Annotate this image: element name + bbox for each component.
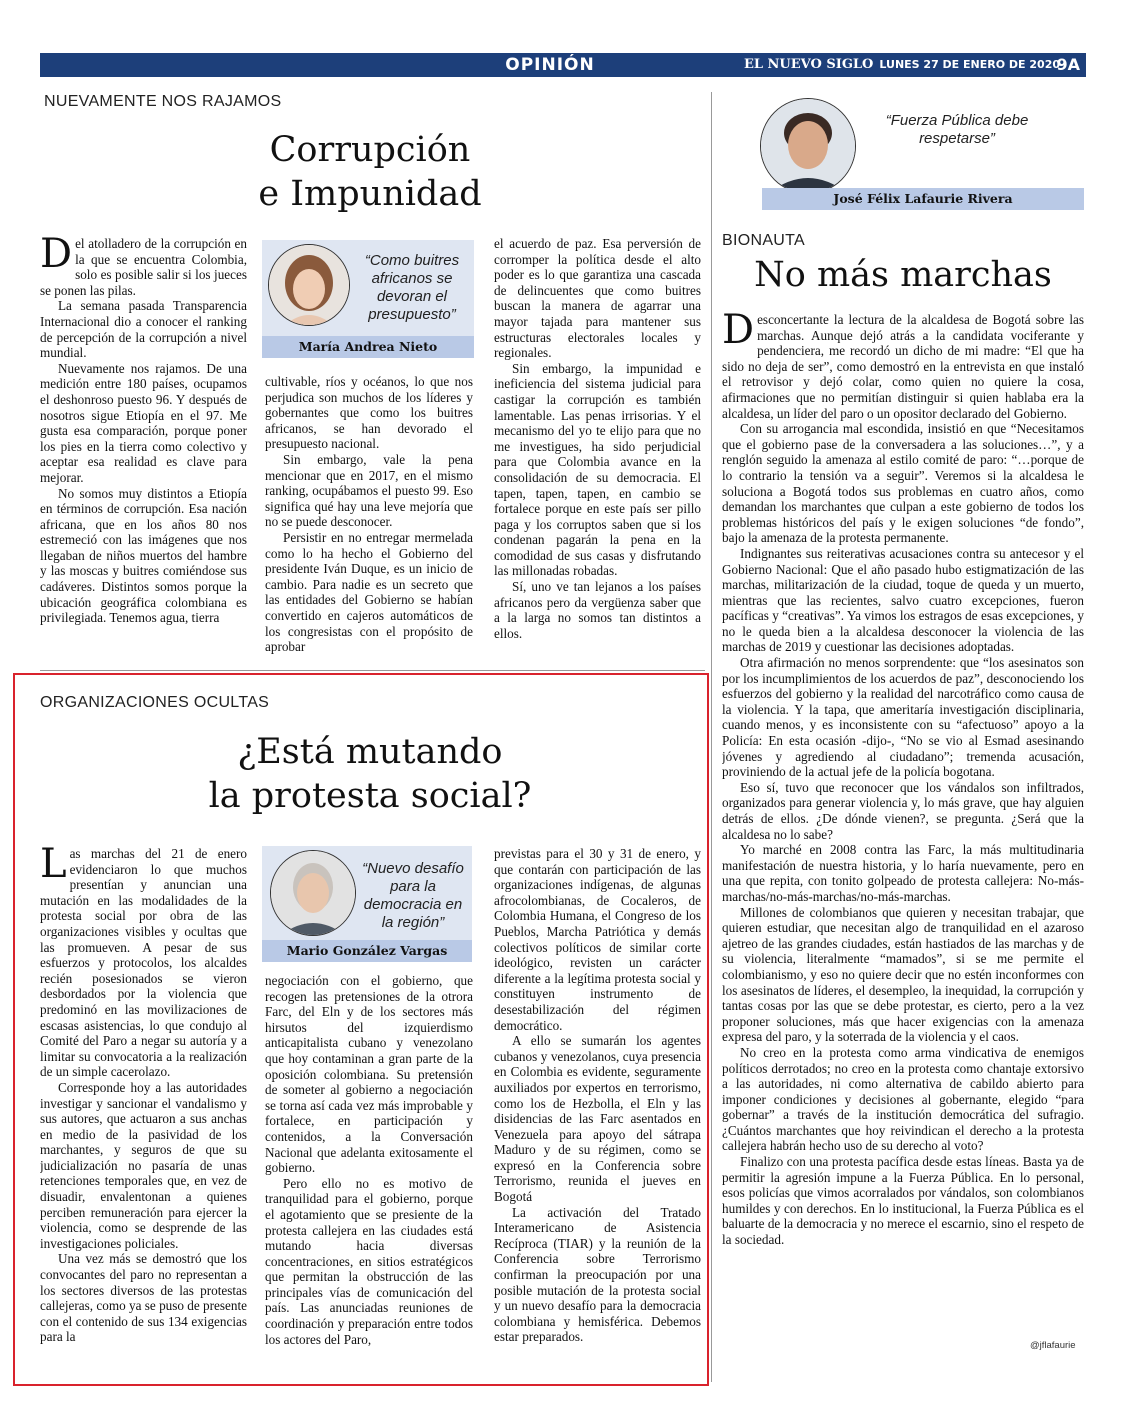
article-kicker: ORGANIZACIONES OCULTAS bbox=[40, 694, 270, 711]
paragraph: Persistir en no entregar mermelada como lo ha hecho el Gobierno del presidente Iván Duque, es un inicio de cambio. Para nadie es un secreto que las entidades del Gobierno se habían convertido en cajeros automáticos de los congresistas con el propósito de aprobar bbox=[265, 529, 473, 655]
drop-cap: D bbox=[40, 236, 73, 277]
pull-quote: “Nuevo desafío para la democracia en la región” bbox=[362, 860, 464, 931]
pull-quote-box bbox=[722, 92, 1084, 212]
paragraph: No creo en la protesta como arma vindicativa de enemigos políticos derrotados; no creo en la protesta como chantaje extorsivo a las autoridades, ni como alternativa de cabildo abierto para imponer condiciones y decisiones al gobernante, elegido “para gobernar” a través de la institución democrática del sufragio. ¿Cuántos marchantes que hoy reivindican el derecho a la protesta callejera habrán hecho uso de su derecho al voto? bbox=[722, 1044, 1084, 1154]
paragraph: esconcertante la lectura de la alcaldesa de Bogotá sobre las marchas. Aunque dejó atrás a la candidata vociferante y pendenciera, me recordó un dicho de mi madre: “El que ha sido no deja de ser”, como demostró en la entrevista en que instaló el retrovisor y dejó colar, como quien no quiere la cosa, afirmaciones que no permitían distinguir si quien hablaba era la alcaldesa, un líder del paro o un opositor declarado del Gobierno. bbox=[722, 312, 1084, 421]
article-headline bbox=[150, 730, 590, 818]
paragraph: Pero ello no es motivo de tranquilidad para el gobierno, porque el agotamiento que se presiente de la protesta callejera en las ciudades está mutando hacia diversas concentraciones, en sitios estratégicos que permitan la obstrucción de las principales vías de comunicación del país. Las anunciadas reuniones de coordinación y preparación entre todos los actores del Paro, bbox=[265, 1175, 473, 1347]
masthead bbox=[680, 53, 1060, 77]
paragraph: Sí, uno ve tan lejanos a los países africanos pero da vergüenza saber que a la larga no somos tan distintos a ellos. bbox=[494, 579, 701, 641]
paragraph: Eso sí, tuvo que reconocer que los vándalos son infiltrados, organizados para generar violencia y, lo más grave, que hay alguien detrás de ellos. ¿De dónde vienen?, se pregunta. ¿Será que la alcaldesa no lo sabe? bbox=[722, 779, 1084, 842]
section-title: OPINIÓN bbox=[505, 55, 595, 75]
paragraph: Corresponde hoy a las autoridades investigar y sancionar el vandalismo y sus autores, que actuaron a sus anchas en medio de la pasividad de los marchantes, y seguros de que su judicialización no pasaría de unas retenciones temporales que, en vez de disuadir, envalentonan a quienes perciben remuneración para ejercer la violencia, como se desprende de las investigaciones policiales. bbox=[40, 1079, 247, 1251]
pull-quote: “Fuerza Pública debe respetarse” bbox=[885, 112, 1029, 147]
drop-cap: L bbox=[40, 846, 67, 887]
paragraph: La activación del Tratado Interamericano de Asistencia Recíproca (TIAR) y la reunión de la Conferencia sobre Terrorismo confirman la preocupación por una posible mutación de la protesta social y un nuevo desafío para la democracia colombiana y hemisférica. Debemos estar preparados. bbox=[494, 1204, 701, 1345]
author-name: José Félix Lafaurie Rivera bbox=[762, 188, 1084, 210]
paragraph: Otra afirmación no menos sorprendente: que “los asesinatos son por los incumplimientos de los acuerdos de paz”, desconociendo los esfuerzos del gobierno y la realidad del narcotráfico como causa de la violencia. Y la tapa, que ameritaría investigación disciplinaria, cuando menos, y es inconsistente con su “afectuoso” apoyo a la Policía: En esta ocasión -dijo-, “No se vio al Esmad asesinando jóvenes y agrediendo al ciudadano”; tremenda acusación, proviniendo de la actual jefe de la policía bogotana. bbox=[722, 655, 1084, 780]
headline-line: Corrupción bbox=[269, 130, 471, 170]
paragraph: Con su arrogancia mal escondida, insistió en que “Necesitamos que el gobierno pase de la conversadera a las soluciones…”, y a renglón seguido la amenaza al estilo comité de paro: “…porque de lo contrario la tensión va a seguir”. Veremos si la alcaldesa le soluciona a Bogotá todos sus problemas en cuatro años, como demandan los marchantes que culpan a este gobierno de todos los problemas históricos del país y le exigen soluciones “de fondo”, bajo la amenaza de la protesta permanente. bbox=[722, 421, 1084, 546]
article-headline bbox=[180, 128, 560, 216]
author-portrait-icon bbox=[761, 99, 855, 193]
article-kicker: NUEVAMENTE NOS RAJAMOS bbox=[44, 93, 282, 110]
article-headline: No más marchas bbox=[754, 255, 1052, 295]
article-column bbox=[265, 374, 473, 666]
paragraph: cultivable, ríos y océanos, lo que nos perjudica son muchos de los líderes y gobernantes que como los buitres africanos, se han devorado el presupuesto nacional. bbox=[265, 374, 473, 452]
paragraph: el atolladero de la corrupción en la que se encuentra Colombia, solo es posible salir si los jueces se ponen las pilas. bbox=[40, 236, 247, 298]
article-kicker: BIONAUTA bbox=[722, 232, 806, 249]
paragraph: Sin embargo, vale la pena mencionar que en 2017, en el mismo ranking, ocupábamos el puesto 99. Eso significa qué hay una leve mejoría que no se puede desconocer. bbox=[265, 451, 473, 530]
paragraph: Millones de colombianos que quieren y necesitan trabajar, que quieren estudiar, que necesitan algo de tranquilidad en el azaroso ajetreo de las grandes ciudades, están hastiados de las marchas y de su violencia, literalmente “mamados”, si se me permite el colombianismo, y eso no quiere decir que no estén inconformes con los asesinatos de líderes, el desempleo, la inequidad, la corrupción y tantas cosas por las que se debe protestar, es cierto, pero a la vez proponer soluciones, más que hacer exigencias con la amenaza expresa del paro, y la soterrada de la violencia y el caos. bbox=[722, 904, 1084, 1045]
column-divider bbox=[711, 92, 712, 1382]
drop-cap: D bbox=[722, 312, 755, 353]
article-column bbox=[40, 846, 247, 1358]
author-name: Mario González Vargas bbox=[262, 940, 472, 962]
article-divider bbox=[40, 670, 705, 671]
author-handle: @jflafaurie bbox=[1030, 1340, 1076, 1351]
author-portrait-icon bbox=[271, 851, 355, 935]
paragraph: La semana pasada Transparencia Internacional dio a conocer el ranking de percepción de la corrupción a nivel mundial. bbox=[40, 298, 247, 361]
author-portrait-icon bbox=[269, 245, 349, 325]
author-photo bbox=[270, 850, 356, 936]
pull-quote: “Como buitres africanos se devoran el presupuesto” bbox=[364, 252, 460, 323]
article-column bbox=[40, 236, 247, 666]
paragraph: el acuerdo de paz. Esa perversión de corromper la política desde el alto poder es lo que garantiza una cascada de delincuentes que como buitres buscan la manera de agarrar una mayor tajada para mantener sus estructuras electorales locales y regionales. bbox=[494, 236, 701, 361]
paragraph: as marchas del 21 de enero evidenciaron lo que muchos presentían y anuncian una mutación en las modalidades de la protesta social por obra de las organizaciones visibles y ocultas que las promueven. A pesar de sus esfuerzos y protocolos, los alcaldes recién posesionados se vieron desbordados por la violencia que predominó en las movilizaciones de escasas asistencias, lo que condujo al Comité del Paro a negar su autoría y a limitar su convocatoria a la realización de un simple cacerolazo. bbox=[40, 846, 247, 1080]
pull-quote-box bbox=[262, 240, 474, 356]
newspaper-name: EL NUEVO SIGLO bbox=[743, 57, 874, 72]
author-photo bbox=[268, 244, 350, 326]
paragraph: previstas para el 30 y 31 de enero, y que contarán con participación de las organizaciones indígenas, de algunas afrocolombianas, de Cocaleros, de Colombia Humana, el Congreso de los Pueblos, Marcha Patriótica y demás colectivos políticos de similar corte ideológico, revisten un carácter diferente a la legítima protesta social y constituyen instrumento de desestabilización del régimen democrático. bbox=[494, 846, 701, 1033]
article-column bbox=[265, 973, 473, 1358]
page-number: 9A bbox=[1056, 55, 1080, 74]
section-header-bar bbox=[40, 53, 1086, 77]
article-column bbox=[722, 312, 1084, 1342]
paragraph: negociación con el gobierno, que recogen las pretensiones de la otrora Farc, del Eln y de los sectores más hirsutos del izquierdismo anticapitalista cubano y venezolano que hoy contaminan a gran parte de la oposición colombiana. Su pretensión de someter al gobierno a negociación se torna así cada vez más improbable y fortalece, en participación y contenidos, a la Conversación Nacional que adelanta exitosamente el gobierno. bbox=[265, 973, 473, 1176]
article-column bbox=[494, 846, 701, 1358]
paragraph: Sin embargo, la impunidad e ineficiencia del sistema judicial para castigar la corrupción es también lamentable. Las penas irrisorias. Y el mecanismo del yo te elijo para que no me investigues, ha sido perjudicial para que Colombia avance en la consolidación de su democracia. El tapen, tapen, tapen, en cambio se fortalece porque en este país ser pillo paga y los corruptos saben que si los condenan pagarán la pena en la comodidad de sus casas y disfrutando las millonadas robadas. bbox=[494, 360, 701, 579]
article-column bbox=[494, 236, 701, 666]
author-name: María Andrea Nieto bbox=[262, 336, 474, 358]
paragraph: Una vez más se demostró que los convocantes del paro no representan a los sectores diversos de las protestas callejeras, como ya se puso de presente con el contenido de sus 134 exigencias para la bbox=[40, 1251, 247, 1345]
paragraph: No somos muy distintos a Etiopía en términos de corrupción. Esa nación africana, que en los años 80 nos estremeció con las imágenes que nos llegaban de niños muertos del hambre y las moscas y buitres comiéndose sus cadáveres. Distintos somos porque la ubicación geográfica colombiana es privilegiada. Tenemos agua, tierra bbox=[40, 485, 247, 626]
headline-line: ¿Está mutando bbox=[237, 732, 503, 772]
headline-line: la protesta social? bbox=[208, 776, 532, 816]
paragraph: A ello se sumarán los agentes cubanos y venezolanos, cuya presencia en Colombia es evidente, seguramente auxiliados por expertos en terrorismo, como los de Hezbolla, el Eln y las disidencias de las Farc asentados en Venezuela para apoyo del sátrapa Maduro y de su régimen, como se expresó en la Conferencia sobre Terrorismo, reunida el jueves en Bogotá bbox=[494, 1033, 701, 1205]
paragraph: Yo marché en 2008 contra las Farc, la más multitudinaria manifestación de nuestra historia, y lo haría nuevamente, pero en una que repita, con tonito golpeado de protesta callejera: No-más-marchas/no-más-marchas/no-más-marchas. bbox=[722, 842, 1084, 904]
author-photo bbox=[760, 98, 856, 194]
paragraph: Indignantes sus reiterativas acusaciones contra su antecesor y el Gobierno Nacional: Que el año pasado hubo estigmatización de las marchas, militarización de la ciudad, toque de queda y un muerto, mientras que las recientes, salvo cuatro excepciones, fueron pacíficas y “creativas”. Ya vimos los estragos de esas excepciones, y no le queda bien a la alcaldesa desconocer la violencia de las marchas de 2019 y cuestionar las decisiones adoptadas. bbox=[722, 545, 1084, 655]
issue-date: LUNES 27 DE ENERO DE 2020 bbox=[879, 58, 1060, 71]
paragraph: Nuevamente nos rajamos. De una medición entre 180 países, ocupamos el deshonroso puesto 96. Y después de nosotros sigue Etiopía en el 97. Me gusta esa comparación, porque poner los pies en la tierra como colectivo y aceptar esa realidad es clave para mejorar. bbox=[40, 360, 247, 485]
pull-quote-box bbox=[262, 846, 472, 962]
paragraph: Finalizo con una protesta pacífica desde estas líneas. Basta ya de permitir la agresión impune a la Fuerza Pública. En lo personal, esos policías que vimos acorralados por vándalos, son colombianos humildes y con derechos. En lo institucional, la Fuerza Pública es el baluarte de la democracia y no merece el escarnio, sino el respeto de la sociedad. bbox=[722, 1154, 1084, 1248]
headline-line: e Impunidad bbox=[258, 174, 482, 214]
